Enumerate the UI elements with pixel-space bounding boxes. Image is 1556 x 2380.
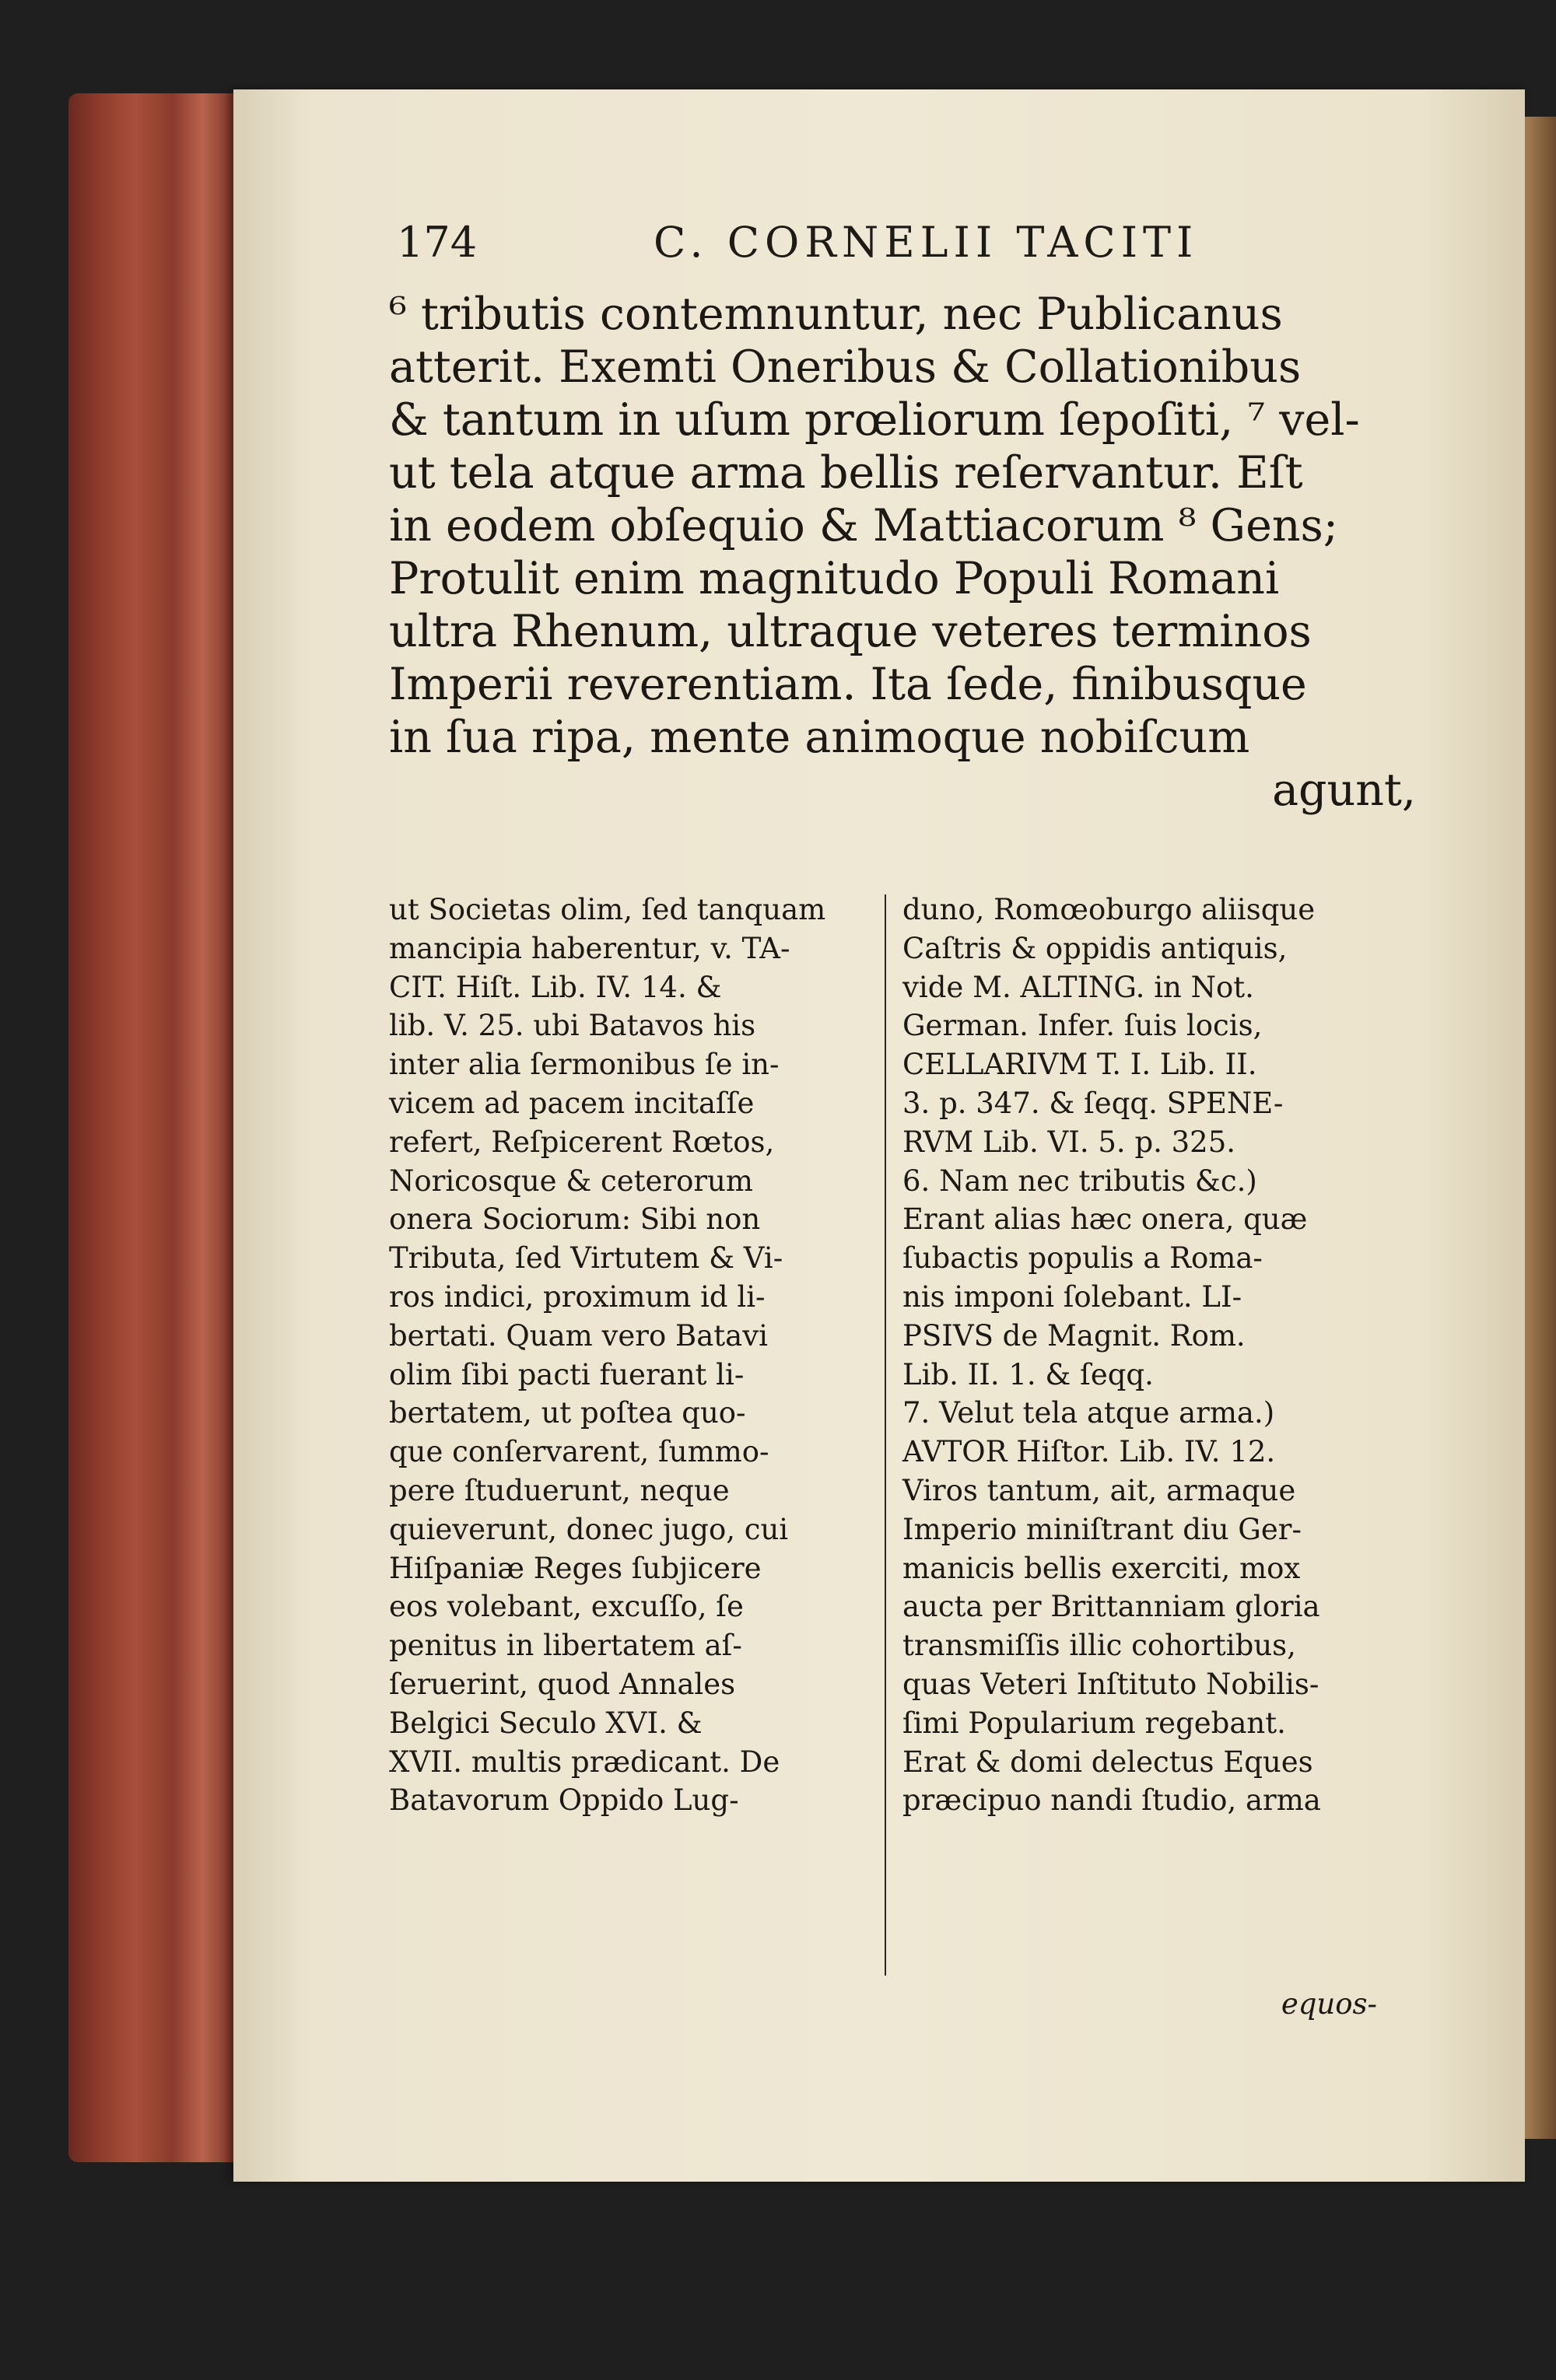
- note-line: lib. V. 25. ubi Batavos his: [389, 1009, 756, 1043]
- note-line: inter alia ſermonibus ſe in-: [389, 1048, 780, 1082]
- note-line: manicis bellis exerciti, mox: [902, 1551, 1301, 1585]
- note-line: XVII. multis prædicant. De: [389, 1745, 780, 1779]
- note-line: vicem ad pacem incitaſſe: [389, 1086, 755, 1120]
- page-header: [397, 218, 1408, 280]
- note-line: ſimi Popularium regebant.: [902, 1706, 1286, 1740]
- main-line: ultra Rhenum, ultraque veteres terminos: [389, 606, 1312, 657]
- note-line: refert, Reſpicerent Rœtos,: [389, 1125, 775, 1159]
- note-line: penitus in libertatem aſ-: [389, 1629, 742, 1663]
- note-line: 6. Nam nec tributis &c.): [902, 1164, 1257, 1198]
- note-line: Viros tantum, ait, armaque: [902, 1473, 1296, 1507]
- main-line: in ſua ripa, mente animoque nobiſcum: [389, 712, 1250, 763]
- note-line: Belgici Seculo XVI. &: [389, 1706, 703, 1740]
- note-line: ſeruerint, quod Annales: [389, 1667, 736, 1701]
- note-line: mancipia haberentur, v. TA-: [389, 931, 790, 965]
- main-line: ⁶ tributis contemnuntur, nec Publicanus: [389, 289, 1283, 340]
- note-line: CIT. Hiſt. Lib. IV. 14. &: [389, 970, 722, 1004]
- note-line: onera Sociorum: Sibi non: [389, 1202, 761, 1237]
- note-line: RVM Lib. VI. 5. p. 325.: [902, 1125, 1236, 1159]
- note-line: transmiſſis illic cohortibus,: [902, 1629, 1296, 1663]
- page-number: 174: [397, 218, 478, 267]
- note-line: eos volebant, excuſſo, ſe: [389, 1590, 744, 1624]
- note-line: aucta per Brittanniam gloria: [902, 1590, 1320, 1624]
- main-line: & tantum in uſum prœliorum ſepoſiti, ⁷ vel-: [389, 394, 1360, 446]
- footnotes-left-column: [389, 891, 864, 1820]
- catchword: equos-: [1281, 1987, 1377, 2021]
- footnotes-right-column: [902, 891, 1377, 1820]
- note-line: German. Infer. ſuis locis,: [902, 1009, 1263, 1043]
- note-line: ros indici, proximum id li-: [389, 1279, 766, 1314]
- note-line: 3. p. 347. & ſeqq. SPENE-: [902, 1086, 1284, 1120]
- note-line: Erat & domi delectus Eques: [902, 1745, 1313, 1779]
- note-line: quieverunt, donec jugo, cui: [389, 1512, 789, 1546]
- note-line: pere ſtuduerunt, neque: [389, 1473, 730, 1507]
- note-line: bertatem, ut poſtea quo-: [389, 1396, 746, 1430]
- main-line: atterit. Exemti Oneribus & Collationibus: [389, 341, 1302, 393]
- note-line: præcipuo nandi ſtudio, arma: [902, 1783, 1321, 1818]
- note-line: vide M. ALTING. in Not.: [902, 970, 1254, 1004]
- note-line: Noricosque & ceterorum: [389, 1164, 753, 1198]
- main-line: in eodem obſequio & Mattiacorum ⁸ Gens;: [389, 500, 1338, 551]
- note-line: Caſtris & oppidis antiquis,: [902, 931, 1288, 965]
- note-line: Hiſpaniæ Reges ſubjicere: [389, 1551, 762, 1585]
- note-line: que conſervarent, ſummo-: [389, 1435, 769, 1469]
- note-line: AVTOR Hiſtor. Lib. IV. 12.: [902, 1435, 1276, 1469]
- main-text: [389, 288, 1416, 817]
- note-line: CELLARIVM T. I. Lib. II.: [902, 1048, 1257, 1082]
- note-line: 7. Velut tela atque arma.): [902, 1396, 1275, 1430]
- main-line: ut tela atque arma bellis reſervantur. Eſt: [389, 447, 1303, 499]
- note-line: ut Societas olim, ſed tanquam: [389, 893, 826, 926]
- note-line: Imperio miniſtrant diu Ger-: [902, 1512, 1302, 1546]
- note-line: PSIVS de Magnit. Rom.: [902, 1318, 1246, 1353]
- note-line: Erant alias hæc onera, quæ: [902, 1202, 1308, 1237]
- note-line: Lib. II. 1. & ſeqq.: [902, 1357, 1154, 1391]
- note-line: bertati. Quam vero Batavi: [389, 1318, 768, 1353]
- note-line: nis imponi ſolebant. LI-: [902, 1279, 1242, 1314]
- note-line: Tributa, ſed Virtutem & Vi-: [389, 1241, 783, 1276]
- running-title: C. CORNELII TACITI: [654, 218, 1199, 267]
- main-line: Protulit enim magnitudo Populi Romani: [389, 553, 1280, 604]
- main-line: Imperii reverentiam. Ita ſede, finibusque: [389, 659, 1307, 710]
- note-line: ſubactis populis a Roma-: [902, 1241, 1263, 1276]
- note-line: quas Veteri Inſtituto Nobilis-: [902, 1667, 1319, 1701]
- main-line: agunt,: [1272, 765, 1416, 816]
- note-line: olim ſibi pacti fuerant li-: [389, 1357, 745, 1391]
- note-line: duno, Romœoburgo aliisque: [902, 893, 1316, 926]
- facing-page-edge: [1525, 117, 1556, 2139]
- page-block-edge: [68, 93, 236, 2162]
- column-divider: [885, 894, 886, 1976]
- note-line: Batavorum Oppido Lug-: [389, 1783, 739, 1818]
